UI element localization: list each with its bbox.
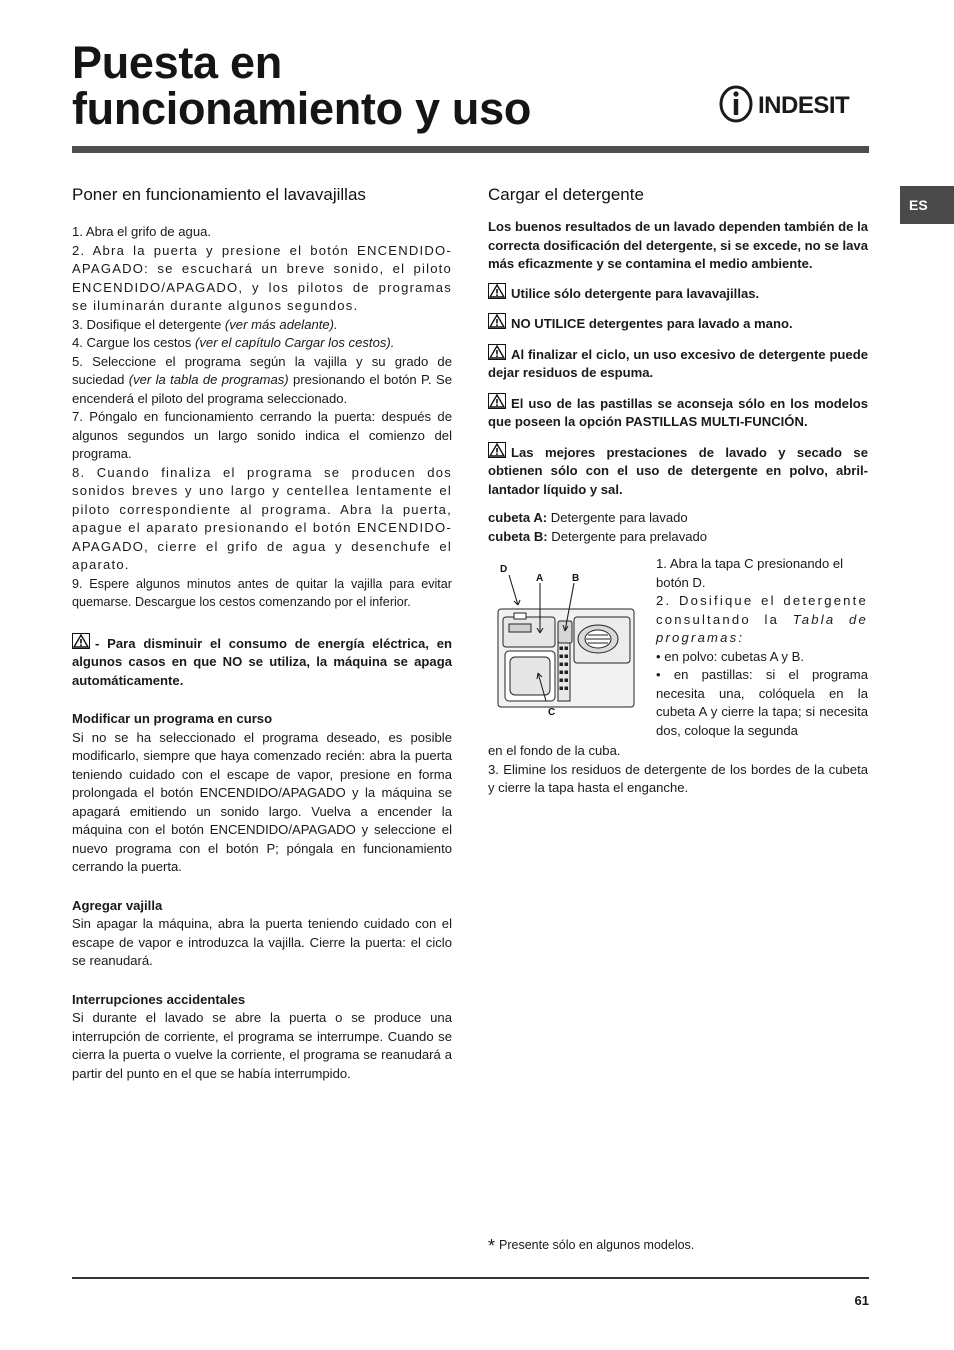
footer-rule bbox=[72, 1277, 869, 1279]
subsection-title: Agregar vajilla bbox=[72, 897, 163, 913]
diagram-label-c: C bbox=[548, 707, 556, 718]
energy-note: - Para disminuir el consumo de energía eléctrica, en algunos casos en que NO se utiliza, la máquina se apaga automáticamente. bbox=[72, 633, 452, 691]
warning-line-4: El uso de las pastillas se aconseja sólo en los modelos que poseen la opción PASTILLAS MULTI-FUNCIÓN. bbox=[488, 393, 868, 432]
warning-icon bbox=[488, 344, 506, 360]
warning-icon bbox=[488, 283, 506, 299]
step-7: 7. Póngalo en funcionamiento cerrando la puerta: después de algunos segundos un largo sonido indica el comienzo del programa. bbox=[72, 409, 452, 461]
dispenser-step-3: 3. Elimine los residuos de detergente de los bordes de la cubeta y cierre la tapa hasta el enganche. bbox=[488, 761, 868, 795]
indesit-logo bbox=[718, 84, 870, 124]
detergent-intro: Los buenos resultados de un lavado dependen también de la correcta dosificación del detergente, si se excede, no se lava más eficazmente y se contamina el medio ambiente. bbox=[488, 219, 868, 271]
diagram-label-d: D bbox=[500, 564, 508, 575]
warning-icon bbox=[488, 393, 506, 409]
warning-line-2: NO UTILICE detergentes para lavado a mano. bbox=[488, 313, 868, 334]
dispenser-bullet-2: • en pastillas: si el programa necesita una, colóquela en la cubeta A y cierre la tapa; si necesita dos, coloque la segunda bbox=[656, 667, 868, 738]
warning-icon bbox=[72, 633, 90, 649]
language-tab: ES bbox=[900, 186, 954, 224]
step-2: 2. Abra la puerta y presione el botón ENCENDIDO-APAGADO: se escuchará un breve sonido, el piloto ENCENDIDO/APAGADO, y los pilotos de programas se iluminarán durante algunos segundos. bbox=[72, 242, 452, 313]
subsection-add-dishes bbox=[72, 897, 452, 971]
right-column bbox=[488, 184, 868, 798]
warning-line-1: Utilice sólo detergente para lavavajillas. bbox=[488, 283, 868, 304]
dispenser-bullet-1: • en polvo: cubetas A y B. bbox=[656, 648, 804, 664]
footnote-text: Presente sólo en algunos modelos. bbox=[499, 1238, 695, 1252]
dispenser-bullet-2-cont: en el fondo de la cuba. bbox=[488, 743, 621, 758]
diagram-label-a: A bbox=[536, 573, 544, 584]
step-1: 1. Abra el grifo de agua. bbox=[72, 224, 212, 239]
page-title bbox=[72, 37, 532, 134]
header-rule bbox=[72, 146, 869, 153]
dispenser-step-2: 2. Dosifique el detergente consultando la Tabla de programas: bbox=[656, 593, 868, 645]
footnote-star: * bbox=[488, 1236, 496, 1256]
start-steps bbox=[72, 223, 452, 612]
step-3: 3. Dosifique el detergente (ver más adelante). bbox=[72, 316, 338, 332]
cubeta-b: cubeta B: Detergente para prelavado bbox=[488, 528, 708, 544]
dispenser-steps bbox=[656, 555, 868, 740]
left-column bbox=[72, 184, 452, 1083]
warning-icon bbox=[488, 442, 506, 458]
subsection-title: Interrupciones accidentales bbox=[72, 991, 246, 1007]
step-8: 8. Cuando finaliza el programa se producen dos sonidos breves y uno largo y centellea lentamente el piloto correspondiente al programa. Abra la puerta, apague el aparato presionando el botón ENCENDIDO-APAGADO, cierre el grifo de agua y desenchufe el aparato. bbox=[72, 464, 452, 572]
warning-icon bbox=[488, 313, 506, 329]
section-heading-detergent: Cargar el detergente bbox=[488, 185, 644, 204]
cubeta-legend bbox=[488, 509, 868, 546]
subsection-text: Si durante el lavado se abre la puerta o se produce una interrupción de corriente, el programa se interrumpe. Cuando se cierra la puerta o vuelve la corriente, el programa se reanudará a partir del punto en el que se había interrumpido. bbox=[72, 1010, 452, 1081]
title-line-1: Puesta en bbox=[72, 37, 282, 88]
cubeta-a: cubeta A: Detergente para lavado bbox=[488, 510, 688, 525]
section-heading-start: Poner en funcionamiento el lavavajillas bbox=[72, 185, 366, 204]
logo-text: INDESIT bbox=[758, 92, 850, 119]
dispenser-section bbox=[488, 555, 868, 745]
warning-line-5: Las mejores prestaciones de lavado y secado se obtienen sólo con el uso de detergente en polvo, abril-lantador líquido y sal. bbox=[488, 442, 868, 500]
diagram-label-b: B bbox=[572, 573, 580, 584]
step-5: 5. Seleccione el programa según la vajilla y su grado de suciedad (ver la tabla de programas) presionando el botón P. Se encenderá el piloto del programa seleccionado. bbox=[72, 353, 452, 406]
warning-line-3: Al finalizar el ciclo, un uso excesivo de detergente puede dejar residuos de espuma. bbox=[488, 344, 868, 383]
subsection-modify bbox=[72, 710, 452, 877]
subsection-interruptions bbox=[72, 991, 452, 1084]
subsection-text: Sin apagar la máquina, abra la puerta teniendo cuidado con el escape de vapor e introduzca la vajilla. Cierre la puerta: el ciclo se reanudará. bbox=[72, 916, 452, 968]
detergent-dispenser-diagram bbox=[496, 561, 638, 721]
title-line-2: funcionamiento y uso bbox=[72, 83, 532, 134]
dispenser-step-1: 1. Abra la tapa C presionando el botón D. bbox=[656, 556, 844, 590]
subsection-title: Modificar un programa en curso bbox=[72, 711, 273, 726]
page-number: 61 bbox=[854, 1293, 869, 1308]
footnote bbox=[488, 1236, 694, 1257]
dispenser-continued bbox=[488, 742, 868, 798]
step-4: 4. Cargue los cestos (ver el capítulo Cargar los cestos). bbox=[72, 335, 395, 350]
step-9: 9. Espere algunos minutos antes de quitar la vajilla para evitar quemarse. Descargue los cestos comenzando por el inferior. bbox=[72, 576, 452, 609]
subsection-text: Si no se ha seleccionado el programa deseado, es posible modificarlo, siempre que haya comenzado recién: abra la puerta teniendo cuidado con el escape de vapor, presione en forma prolongada el botón ENCENDIDO/APAGADO y la máquina se apagará emitiendo un sonido largo. Vuelva a encender la máquina con el botón ENCENDIDO/APAGADO y seleccione el nuevo programa con el botón P; póngala en funcionamiento cerrando la puerta. bbox=[72, 729, 452, 874]
